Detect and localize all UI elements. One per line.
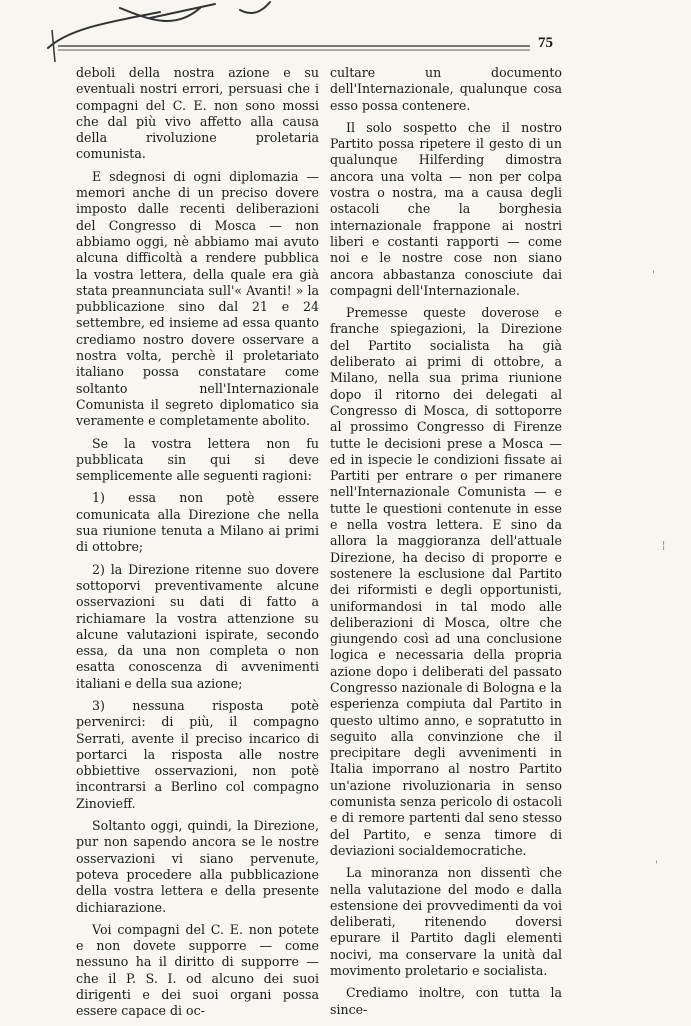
paragraph: 2) la Direzione ritenne suo dovere sottoporvi preventivamente alcune osservazioni su dati di fatto a richiamare la vostra attenzione su alcune valutazioni ispirate, secondo essa, da una non completa o non esatta conoscenza di avvenimenti italiani e della sua azione; [76, 561, 319, 691]
paragraph: Crediamo inoltre, con tutta la since- [330, 985, 562, 1017]
page-number: 75 [538, 35, 553, 51]
margin-speck: ' [652, 270, 655, 281]
handwritten-scribble [0, 0, 691, 70]
paragraph: Il solo sospetto che il nostro Partito possa ripetere il gesto di un qualunque Hilferding dimostra ancora una volta — non per colpa vostra o nostra, ma a causa degli ostacoli che la borghesia internazionale frappone ai nostri liberi e costanti rapporti — come noi e le nostre cose non siano ancora abbastanza conosciute dai compagni dell'Internazionale. [330, 119, 562, 298]
paragraph: Voi compagni del C. E. non potete e non dovete supporre — come nessuno ha il diritto di supporre — che il P. S. I. od alcuno dei suoi dirigenti e dei suoi organi possa essere capace di oc- [76, 921, 319, 1019]
paragraph: Premesse queste doverose e franche spiegazioni, la Direzione del Partito socialista ha già deliberato ai primi di ottobre, a Milano, nella sua prima riunione dopo il ritorno dei delegati al Congresso di Mosca, di sottoporre al prossimo Congresso di Firenze tutte le decisioni prese a Mosca — ed in ispecie le condizioni fissate ai Partiti per entrare o per rimanere nell'Internazionale Comunista — e tutte le questioni contenute in esse e nella vostra lettera. E sino da allora la maggioranza dell'attuale Direzione, ha deciso di proporre e sostenere la esclusione dal Partito dei riformisti e degli opportunisti, uniformandosi in tal modo alle deliberazioni di Mosca, oltre che giungendo così ad una conclusione logica e necessaria della propria azione dopo i deliberati del passato Congresso nazionale di Bologna e la esperienza compiuta dal Partito in questo ultimo anno, e sopratutto in seguito alla convinzione che il precipitare degli avvenimenti in Italia imporrano al nostro Partito un'azione rivoluzionaria in senso comunista senza pericolo di ostacoli e di remore partenti dal seno stesso del Partito, e senza timore di deviazioni socialdemocratiche. [330, 305, 562, 858]
margin-speck: ' [655, 860, 658, 871]
paragraph: deboli della nostra azione e su eventuali nostri errori, persuasi che i compagni del C. E. non sono mossi che dal più vivo affetto alla causa della rivoluzione proletaria comunista. [76, 65, 319, 162]
paragraph: La minoranza non dissentì che nella valutazione del modo e dalla estensione dei provvedimenti da voi deliberati, ritenendo doversi epurare il Partito dagli elementi nocivi, ma conservare la unità dal movimento proletario e socialista. [330, 865, 562, 979]
paragraph: 3) nessuna risposta potè pervenirci: di più, il compagno Serrati, avente il preciso incarico di portarci la risposta alle nostre obbiettive osservazioni, non potè incontrarsi a Berlino col compagno Zinovieff. [76, 697, 319, 811]
margin-speck: ¦ [662, 540, 666, 551]
paragraph: Soltanto oggi, quindi, la Direzione, pur non sapendo ancora se le nostre osservazioni vi siano pervenute, poteva procedere alla pubblicazione della vostra lettera e della presente dichiarazione. [76, 818, 319, 915]
paragraph: 1) essa non potè essere comunicata alla Direzione che nella sua riunione tenuta a Milano ai primi di ottobre; [76, 490, 319, 555]
right-column [330, 65, 562, 1024]
paragraph: E sdegnosi di ogni diplomazia — memori anche di un preciso dovere imposto dalle recenti deliberazioni del Congresso di Mosca — non abbiamo oggi, nè abbiamo mai avuto alcuna difficoltà a rendere pubblica la vostra lettera, della quale era già stata preannunciata sull'« Avanti! » la pubblicazione sino dal 21 e 24 settembre, ed insieme ad essa quanto crediamo nostro dovere osservare a nostra volta, perchè il proletariato italiano possa constatare come soltanto nell'Internazionale Comunista il segreto diplomatico sia veramente e completamente abolito. [76, 168, 319, 429]
paragraph: cultare un documento dell'Internazionale, qualunque cosa esso possa contenere. [330, 65, 562, 113]
left-column [76, 65, 319, 1026]
paragraph: Se la vostra lettera non fu pubblicata sin qui si deve semplicemente alle seguenti ragioni: [76, 435, 319, 484]
